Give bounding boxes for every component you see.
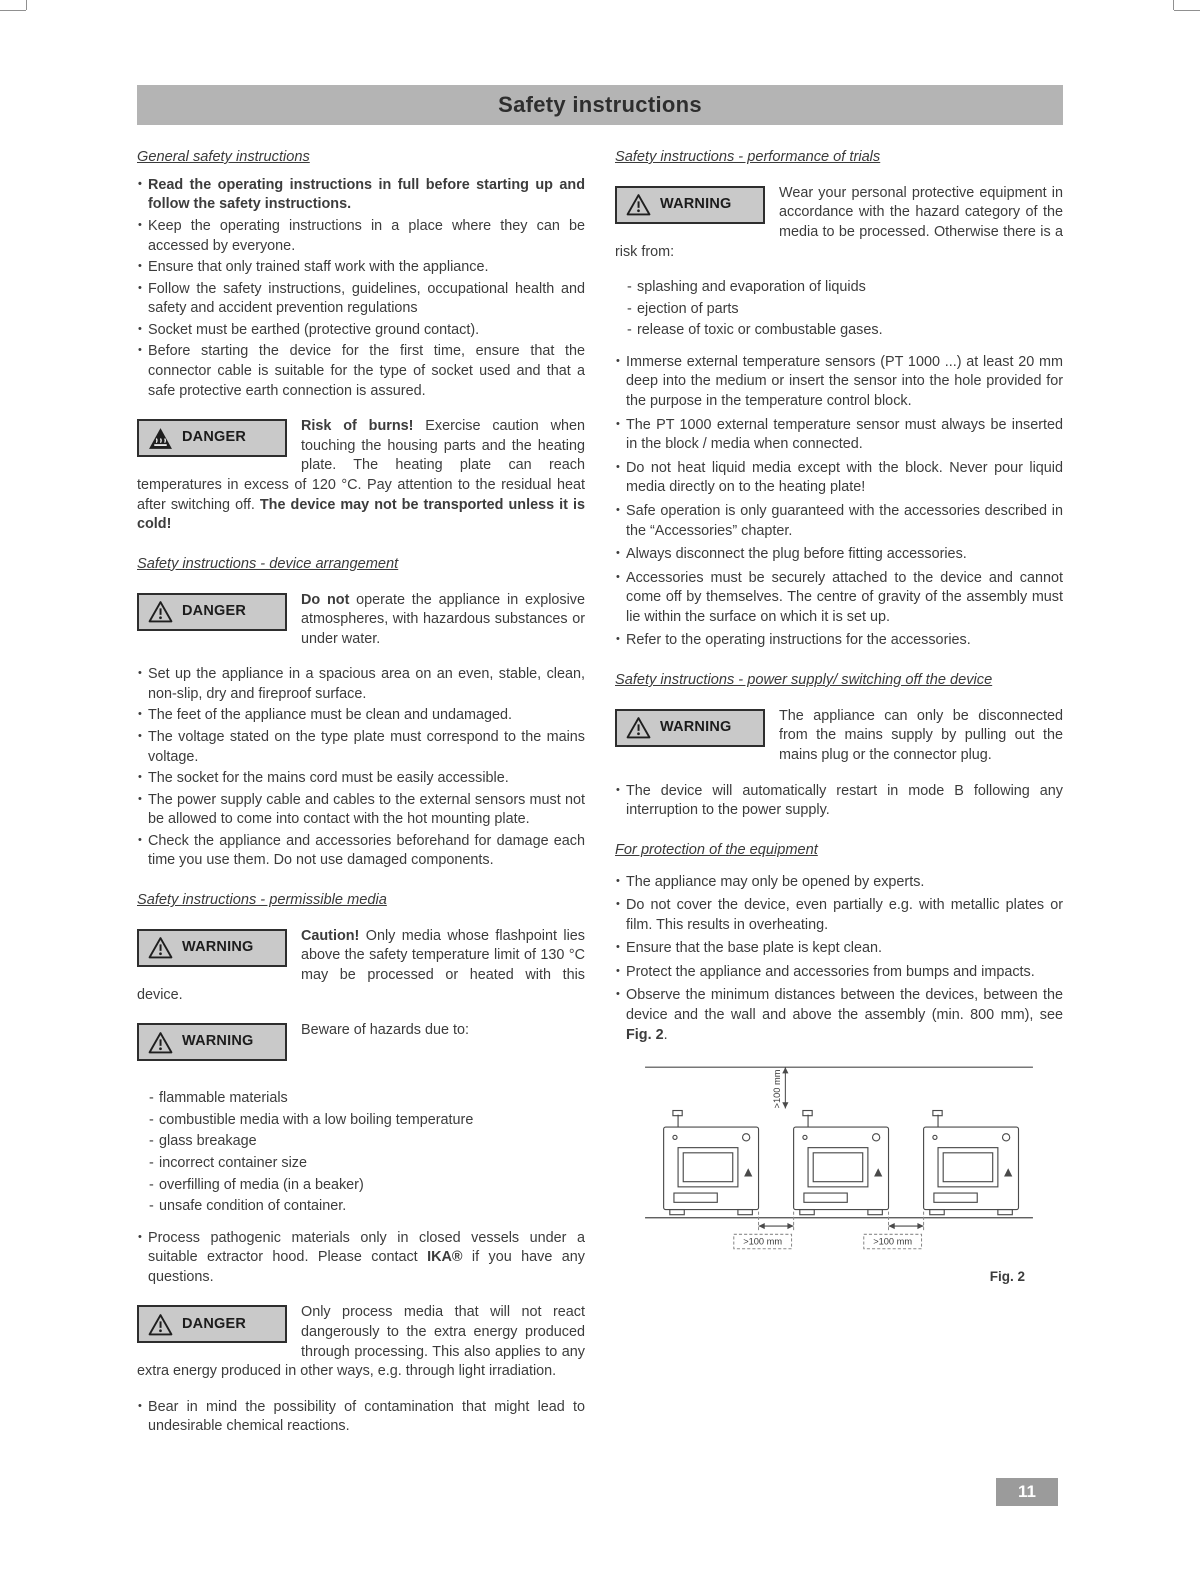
list-item: - ejection of parts [627,300,1063,320]
list-item: • Bear in mind the possibility of contamination that might lead to undesirable chemical reactions. [137,1398,585,1437]
device-drawing [924,1111,1019,1215]
warning-flashpoint-block [137,927,585,1005]
page-header [137,85,1063,125]
list-item: • The voltage stated on the type plate must correspond to the mains voltage. [137,728,585,767]
list-item: • Do not cover the device, even partially e.g. with metallic plates or film. This results in overheating. [615,896,1063,935]
warning-label: WARNING [660,195,732,212]
danger-box [137,1305,287,1343]
list-item: • The PT 1000 external temperature sensor must always be inserted in the block / media when connected. [615,416,1063,455]
body-text: Observe the minimum distances between the devices, between the device and the wall and above the assembly (min. 800 mm), see [626,987,1063,1024]
contamination-bullet-list [137,1398,585,1437]
figure-2-diagram [643,1061,1035,1257]
device-drawing [664,1111,759,1215]
warning-triangle-icon [148,1313,173,1336]
dimension-label-top: >100 mm [772,1069,783,1109]
danger-arrangement-block [137,591,585,650]
right-column [615,148,1063,1441]
list-item: - overfilling of media (in a beaker) [149,1176,585,1196]
arrangement-bullet-list [137,665,585,871]
list-item: • Keep the operating instructions in a place where they can be accessed by everyone. [137,217,585,256]
list-item [137,1229,585,1288]
section-heading-media: Safety instructions - permissible media [137,892,387,909]
list-item: - combustible media with a low boiling temperature [149,1111,585,1131]
power-bullet-list [615,782,1063,821]
hot-surface-icon [148,427,173,450]
warning-box [615,709,765,747]
danger-label: DANGER [182,602,247,619]
figure-reference: Fig. 2 [626,1026,664,1043]
body-text: Only media whose flashpoint lies above the safety temperature limit of 130 °C may be processed or heated with this device. [137,927,585,1003]
body-text: operate the appliance in explosive atmospheres, with hazardous substances or under water. [301,591,585,647]
list-item: • Socket must be earthed (protective ground contact). [137,321,585,341]
section-heading-general: General safety instructions [137,149,310,165]
danger-box [137,593,287,631]
bold-lead: Risk of burns! [301,418,414,435]
hazard-dash-list [149,1089,585,1216]
warning-hazards-block [137,1021,585,1073]
dimension-label-right: >100 mm [873,1236,913,1247]
horizontal-dimension-arrows [759,1223,924,1229]
list-item: - incorrect container size [149,1154,585,1174]
brand-name: IKA® [427,1249,463,1266]
danger-energy-block [137,1303,585,1381]
body-text: if you have any questions. [148,1249,585,1285]
list-item: • The power supply cable and cables to the external sensors must not be allowed to come into contact with the hot mounting plate. [137,791,585,830]
list-item: • Immerse external temperature sensors (PT 1000 ...) at least 20 mm deep into the medium or insert the sensor into the hole provided for the purpose in the temperature control block. [615,353,1063,412]
warning-power-block [615,707,1063,766]
warning-ppe-text: Wear your personal protective equipment in accordance with the hazard category of the media to be processed. Otherwise there is a risk from: [615,184,1063,260]
figure-caption: Fig. 2 [989,1268,1025,1284]
list-item: • The socket for the mains cord must be easily accessible. [137,769,585,789]
list-item: • Check the appliance and accessories beforehand for damage each time you use them. Do not use damaged components. [137,832,585,871]
warning-triangle-icon [626,193,651,216]
list-item: • Before starting the device for the first time, ensure that the connector cable is suitable for the type of socket used and that a safe protective earth connection is assured. [137,342,585,401]
danger-box [137,419,287,457]
warning-triangle-icon [626,716,651,739]
content-columns [137,148,1063,1441]
protection-bullet-list [615,873,1063,1046]
warning-hazards-text: Beware of hazards due to: [301,1022,469,1039]
warning-label: WARNING [660,718,732,735]
device-drawing [794,1111,889,1215]
list-item: • Protect the appliance and accessories from bumps and impacts. [615,963,1063,983]
list-item: • The device will automatically restart in mode B following any interruption to the power supply. [615,782,1063,821]
dimension-label-left: >100 mm [743,1236,783,1247]
section-heading-trials: Safety instructions - performance of trials [615,149,881,165]
warning-triangle-icon [148,936,173,959]
list-item: - splashing and evaporation of liquids [627,278,1063,298]
bold-lead: Do not [301,591,350,608]
section-heading-arrangement: Safety instructions - device arrangement [137,555,399,572]
warning-triangle-icon [148,1031,173,1054]
list-item: • Follow the safety instructions, guidelines, occupational health and safety and accident prevention regulations [137,280,585,319]
list-item: • Ensure that only trained staff work with the appliance. [137,258,585,278]
bold-tail: The device may not be transported unless it is cold! [137,496,586,533]
warning-label: WARNING [182,1033,254,1050]
danger-energy-text: Only process media that will not react dangerously to the extra energy produced through processing. This also applies to any extra energy produced in other ways, e.g. through light irradiation. [137,1304,585,1380]
list-item: • Do not heat liquid media except with the block. Never pour liquid media directly on to the heating plate! [615,459,1063,498]
list-item: • Safe operation is only guaranteed with the accessories described in the “Accessories” chapter. [615,502,1063,541]
warning-label: WARNING [182,939,254,956]
section-heading-power: Safety instructions - power supply/ switching off the device [615,671,993,688]
list-item: - release of toxic or combustable gases. [627,321,1063,341]
list-item: • Read the operating instructions in full before starting up and follow the safety instructions. [137,176,585,215]
pathogenic-bullet-list [137,1229,585,1288]
warning-box [137,1023,287,1061]
body-text: . [663,1026,668,1043]
list-item: • The feet of the appliance must be clean and undamaged. [137,706,585,726]
warning-box [137,929,287,967]
list-item: • Ensure that the base plate is kept clean. [615,939,1063,959]
bold-lead: Caution! [301,927,360,944]
list-item: - flammable materials [149,1089,585,1109]
trials-bullet-list [615,353,1063,651]
warning-power-text: The appliance can only be disconnected from the mains supply by pulling out the mains plug or the connector plug. [779,707,1063,763]
body-text: Process pathogenic materials only in closed vessels under a suitable extractor hood. Please contact [148,1229,585,1266]
page-title: Safety instructions [498,92,702,117]
warning-triangle-icon [148,600,173,623]
extension-lines [759,1212,924,1231]
body-text: Exercise caution when touching the housing parts and the heating plate. The heating plate can reach temperatures in excess of 120 °C. Pay attention to the residual heat after switching off. [137,418,585,513]
section-heading-protection: For protection of the equipment [615,841,818,858]
warning-ppe-block [615,184,1063,262]
list-item: • Set up the appliance in a spacious area on an even, stable, clean, non-slip, dry and fireproof surface. [137,665,585,704]
risk-dash-list [627,278,1063,341]
page-number-badge: 11 [996,1478,1058,1506]
figure-2 [615,1061,1063,1286]
list-item: • The appliance may only be opened by experts. [615,873,1063,893]
list-item: - unsafe condition of container. [149,1197,585,1217]
general-bullet-list [137,176,585,401]
danger-label: DANGER [182,429,247,446]
list-item: • Accessories must be securely attached to the device and cannot come off by themselves. The centre of gravity of the assembly must lie within the surface on which it is set up. [615,569,1063,628]
warning-box [615,186,765,224]
danger-burns-block [137,417,585,534]
danger-label: DANGER [182,1315,247,1332]
list-item [615,986,1063,1045]
left-column [137,148,585,1441]
list-item: - glass breakage [149,1132,585,1152]
list-item: • Refer to the operating instructions for the accessories. [615,631,1063,651]
list-item: • Always disconnect the plug before fitting accessories. [615,545,1063,565]
vertical-dimension-arrow [782,1067,788,1108]
